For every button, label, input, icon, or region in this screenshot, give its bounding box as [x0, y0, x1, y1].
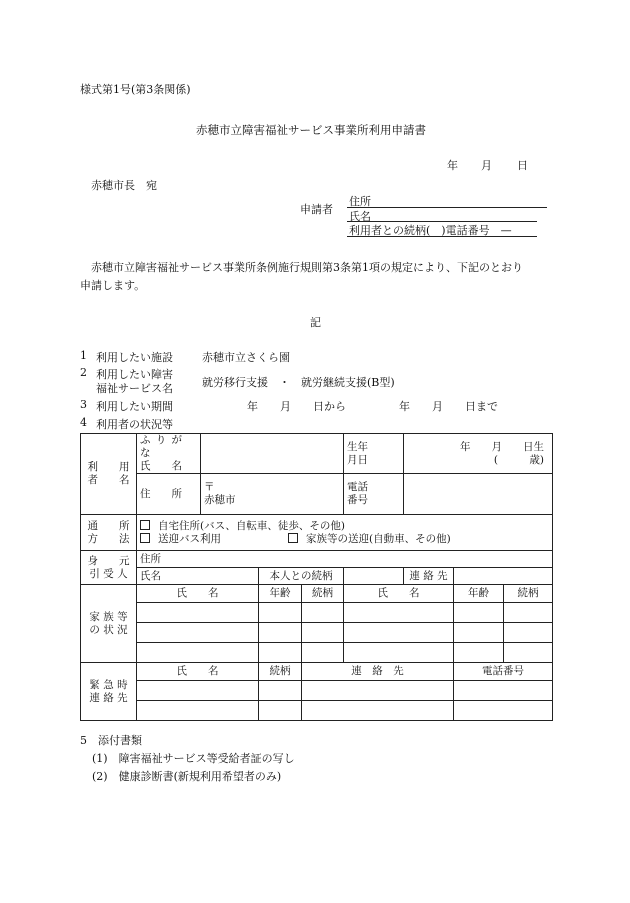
name-label: 氏 名 — [140, 460, 182, 472]
commute-option-bus: 送迎バス利用 — [158, 532, 221, 545]
date-month: 月 — [481, 159, 492, 172]
postal-mark: 〒 — [204, 481, 215, 493]
guarantor-name-cell[interactable] — [137, 568, 259, 585]
address-underline — [347, 207, 547, 208]
relation-underline — [347, 236, 537, 237]
form-number: 様式第1号(第3条関係) — [80, 83, 191, 96]
birth-value-cell[interactable] — [404, 434, 553, 474]
guarantor-contact-label: 連 絡 先 — [404, 568, 454, 585]
emergency-row — [81, 681, 553, 701]
applicant-name-label: 氏名 — [349, 210, 371, 223]
age-value: ( 歳) — [493, 453, 545, 466]
item3-to: 年 月 日まで — [399, 400, 498, 413]
item1-number: 1 — [80, 349, 87, 362]
commute-checkbox-family[interactable] — [288, 533, 298, 543]
emergency-header: 緊 急 時 連 絡 先 — [81, 663, 137, 721]
item1-label: 利用したい施設 — [96, 351, 173, 364]
date-day: 日 — [517, 159, 528, 172]
city-name: 赤穂市 — [204, 494, 236, 506]
emergency-phone-header: 電話番号 — [454, 663, 553, 681]
commute-options — [137, 515, 553, 551]
furigana-name-value[interactable] — [201, 434, 344, 474]
user-name-header: 利 用 者 名 — [81, 434, 137, 515]
item1-value: 赤穂市立さくら園 — [202, 351, 290, 364]
guarantor-address-cell[interactable] — [137, 551, 553, 568]
emergency-row — [81, 701, 553, 721]
applicant-address-label: 住所 — [349, 195, 371, 208]
guarantor-relation-label: 本人との続柄 — [259, 568, 344, 585]
body-text-line1: 赤穂市立障害福祉サービス事業所条例施行規則第3条第1項の規定により、下記のとおり — [91, 261, 523, 274]
birth-label-cell: 生年 月日 — [344, 434, 404, 474]
item2-label-line2: 福祉サービス名 — [96, 382, 173, 395]
commute-option-family: 家族等の送迎(自動車、その他) — [306, 532, 451, 545]
body-text-line2: 申請します。 — [80, 279, 146, 292]
attachments-heading: 5 添付書類 — [80, 734, 142, 747]
item4-number: 4 — [80, 416, 87, 429]
guarantor-relation-value[interactable] — [344, 568, 404, 585]
commute-checkbox-bus[interactable] — [140, 533, 150, 543]
emergency-name-header: 氏 名 — [137, 663, 259, 681]
commute-checkbox-own[interactable] — [140, 520, 150, 530]
furigana-label: ふりがな — [140, 434, 188, 459]
guarantor-address-label: 住所 — [140, 552, 161, 565]
user-status-table — [80, 433, 553, 721]
item3-label: 利用したい期間 — [96, 400, 173, 413]
phone-value[interactable] — [404, 474, 553, 515]
family-row — [81, 623, 553, 643]
furigana-name-label-cell — [137, 434, 201, 474]
family-name-header-1: 氏 名 — [137, 585, 259, 603]
item2-number: 2 — [80, 366, 87, 379]
guarantor-contact-value[interactable] — [454, 568, 553, 585]
family-row — [81, 603, 553, 623]
item3-number: 3 — [80, 398, 87, 411]
item3-from: 年 月 日から — [247, 400, 346, 413]
commute-option-own: 自宅住所(バス、自転車、徒歩、その他) — [158, 519, 346, 532]
applicant-relation-phone: 利用者との続柄( )電話番号 — — [349, 224, 512, 237]
emergency-relation-header: 続柄 — [259, 663, 302, 681]
family-name-header-2: 氏 名 — [344, 585, 454, 603]
address-value-cell[interactable] — [201, 474, 344, 515]
addressee: 赤穂市長 宛 — [91, 179, 157, 192]
ki-heading: 記 — [310, 316, 321, 329]
emergency-contact-header: 連 絡 先 — [302, 663, 454, 681]
commute-header: 通 所 方 法 — [81, 515, 137, 551]
item4-label: 利用者の状況等 — [96, 418, 173, 431]
family-relation-header-1: 続柄 — [302, 585, 344, 603]
attachment-1: (1) 障害福祉サービス等受給者証の写し — [92, 752, 295, 765]
guarantor-name-label: 氏名 — [140, 569, 161, 582]
attachment-2: (2) 健康診断書(新規利用希望者のみ) — [92, 770, 282, 783]
document-title: 赤穂市立障害福祉サービス事業所利用申請書 — [196, 123, 426, 137]
family-header: 家 族 等 の 状 況 — [81, 585, 137, 663]
family-row — [81, 643, 553, 663]
applicant-label: 申請者 — [300, 203, 333, 216]
phone-label-cell: 電話 番号 — [344, 474, 404, 515]
item2-label-line1: 利用したい障害 — [96, 368, 173, 381]
date-year: 年 — [447, 159, 458, 172]
item2-value: 就労移行支援 ・ 就労継続支援(B型) — [202, 376, 395, 389]
address-label: 住 所 — [137, 474, 201, 515]
family-relation-header-2: 続柄 — [504, 585, 553, 603]
guarantor-header: 身 元 引 受 人 — [81, 551, 137, 585]
family-age-header-1: 年齢 — [259, 585, 302, 603]
birth-value: 年 月 日生 — [460, 440, 545, 453]
family-age-header-2: 年齢 — [454, 585, 504, 603]
